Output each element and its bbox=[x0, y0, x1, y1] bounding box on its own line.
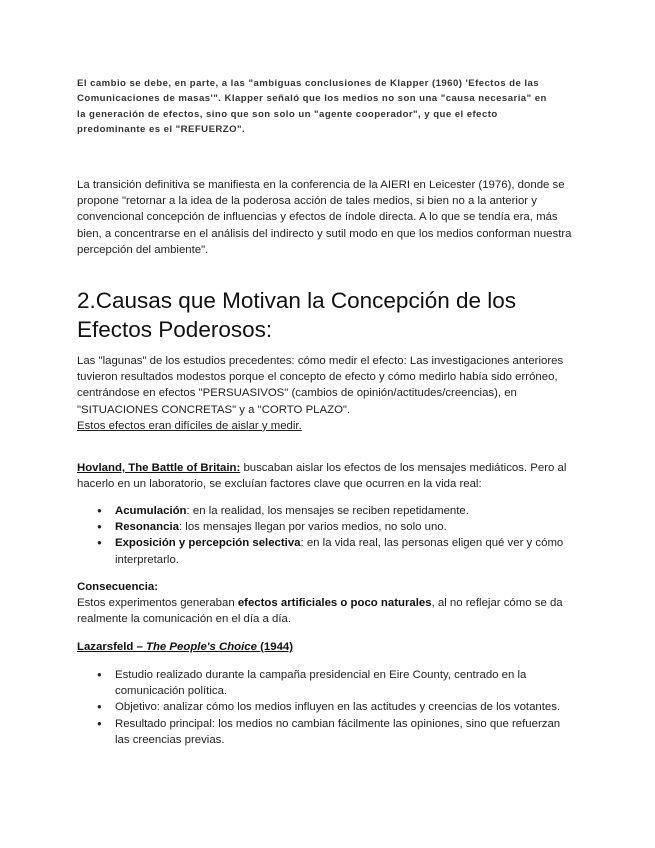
lagunas-text: Las "lagunas" de los estudios precedentes: cómo medir el efecto: Las investigaciones anteriores tuvieron resultados modestos porque el concepto de efecto y cómo medirlo había sido erróneo, centrándose en efectos "PERSUASIVOS" (cambios de opinión/actitudes/creencias), en "SITUACIONES CONCRETAS" y a "CORTO PLAZO". bbox=[77, 355, 564, 416]
list-item: ● Resultado principal: los medios no cambian fácilmente las opiniones, sino que refuerzan las creencias previas. bbox=[77, 716, 577, 748]
consecuencia-block bbox=[77, 579, 577, 628]
hovland-title: Hovland, The Battle of Britain: bbox=[77, 462, 241, 474]
lazarsfeld-book: The People's Choice bbox=[146, 641, 257, 653]
bullet-term: Exposición y percepción selectiva bbox=[115, 537, 301, 550]
lazarsfeld-title bbox=[77, 639, 577, 655]
lagunas-paragraph bbox=[77, 353, 577, 434]
bullet-desc: : los mensajes llegan por varios medios, no solo uno. bbox=[178, 521, 447, 534]
bullet-term: Acumulación bbox=[115, 505, 187, 517]
list-item: ● Estudio realizado durante la campaña presidencial en Eire County, centrado en la comunicación política. bbox=[77, 667, 577, 699]
consecuencia-label: Consecuencia: bbox=[77, 581, 159, 593]
list-item bbox=[77, 503, 577, 519]
consecuencia-text-end: , al no reflejar cómo se da realmente la comunicación en el día a día. bbox=[77, 597, 563, 626]
lazarsfeld-year: (1944) bbox=[256, 641, 294, 653]
lazarsfeld-list bbox=[77, 667, 577, 748]
list-item bbox=[77, 519, 577, 535]
list-item: ● Objetivo: analizar cómo los medios influyen en las actitudes y creencias de los votantes. bbox=[77, 699, 577, 715]
bullet-desc: : en la realidad, los mensajes se reciben repetidamente. bbox=[186, 505, 469, 517]
bullet-desc: : en la vida real, las personas eligen qué ver y cómo interpretarlo. bbox=[115, 537, 564, 566]
section-heading: 2.Causas que Motivan la Concepción de los Efectos Poderosos: bbox=[77, 288, 517, 342]
bullet-term: Resonancia bbox=[115, 521, 179, 534]
lazarsfeld-prefix: Lazarsfeld – bbox=[77, 641, 147, 653]
hovland-list bbox=[77, 503, 577, 568]
lagunas-underlined: Estos efectos eran difíciles de aislar y medir. bbox=[77, 419, 302, 432]
consecuencia-bold: efectos artificiales o poco naturales bbox=[237, 597, 432, 610]
intro-paragraph-klapper: El cambio se debe, en parte, a las "ambiguas conclusiones de Klapper (1960) 'Efectos de las Comunicaciones de masas'". Klapper señaló que los medios no son una "causa necesaria" en la generación de efectos, sino que son solo un "agente cooperador", y que el efecto predominante es el "REFUERZO". bbox=[77, 78, 547, 135]
list-item bbox=[77, 535, 577, 567]
consecuencia-text: Estos experimentos generaban bbox=[77, 597, 238, 610]
intro-paragraph-aieri: La transición definitiva se manifiesta en la conferencia de la AIERI en Leicester (1976), donde se propone "retornar a la idea de la poderosa acción de tales medios, si bien no a la anterior y convencional concepción de influencias y efectos de índole directa. A lo que se tendía era, más bien, a concentrarse en el análisis del indirecto y sutil modo en que los medios conforman nuestra percepción del ambiente". bbox=[77, 179, 572, 256]
hovland-text: buscaban aislar los efectos de los mensajes mediáticos. Pero al hacerlo en un laboratorio, se excluían factores clave que ocurren en la vida real: bbox=[77, 462, 567, 491]
hovland-paragraph bbox=[77, 460, 577, 492]
